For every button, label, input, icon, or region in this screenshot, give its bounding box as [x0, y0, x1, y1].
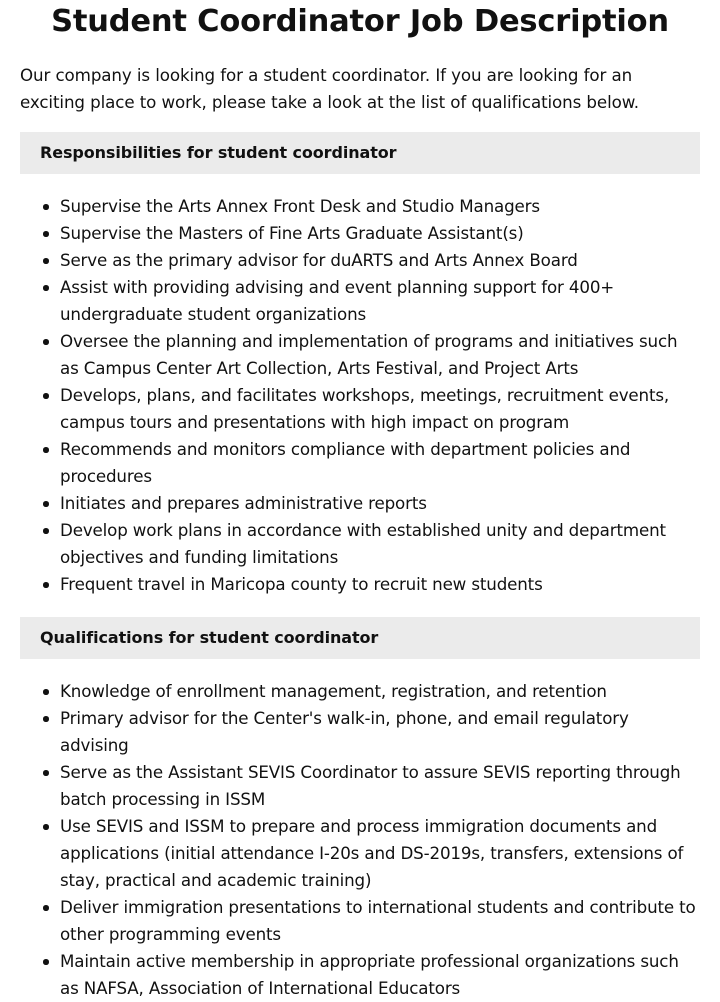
- list-item: Assist with providing advising and event planning support for 400+ undergraduate student organizations: [60, 274, 700, 328]
- list-item: Oversee the planning and implementation of programs and initiatives such as Campus Center Art Collection, Arts Festival, and Project Arts: [60, 328, 700, 382]
- list-item: Recommends and monitors compliance with department policies and procedures: [60, 436, 700, 490]
- list-item: Develop work plans in accordance with established unity and department objectives and funding limitations: [60, 517, 700, 571]
- list-item: Supervise the Arts Annex Front Desk and Studio Managers: [60, 193, 700, 220]
- list-item: Supervise the Masters of Fine Arts Graduate Assistant(s): [60, 220, 700, 247]
- list-item: Serve as the primary advisor for duARTS and Arts Annex Board: [60, 247, 700, 274]
- list-item: Serve as the Assistant SEVIS Coordinator to assure SEVIS reporting through batch processing in ISSM: [60, 759, 700, 813]
- list-item: Knowledge of enrollment management, registration, and retention: [60, 678, 700, 705]
- intro-paragraph: Our company is looking for a student coordinator. If you are looking for an exciting place to work, please take a look at the list of qualifications below.: [20, 65, 639, 112]
- responsibilities-list: [20, 193, 700, 598]
- list-item: Initiates and prepares administrative reports: [60, 490, 700, 517]
- list-item: Frequent travel in Maricopa county to recruit new students: [60, 571, 700, 598]
- qualifications-list: [20, 678, 700, 1002]
- page-title: Student Coordinator Job Description: [51, 4, 669, 39]
- responsibilities-heading: Responsibilities for student coordinator: [20, 132, 700, 174]
- list-item: Develops, plans, and facilitates workshops, meetings, recruitment events, campus tours and presentations with high impact on program: [60, 382, 700, 436]
- qualifications-heading: Qualifications for student coordinator: [20, 617, 700, 659]
- list-item: Deliver immigration presentations to international students and contribute to other programming events: [60, 894, 700, 948]
- list-item: Primary advisor for the Center's walk-in, phone, and email regulatory advising: [60, 705, 700, 759]
- list-item: Maintain active membership in appropriate professional organizations such as NAFSA, Association of International Educators: [60, 948, 700, 1002]
- list-item: Use SEVIS and ISSM to prepare and process immigration documents and applications (initial attendance I-20s and DS-2019s, transfers, extensions of stay, practical and academic training): [60, 813, 700, 894]
